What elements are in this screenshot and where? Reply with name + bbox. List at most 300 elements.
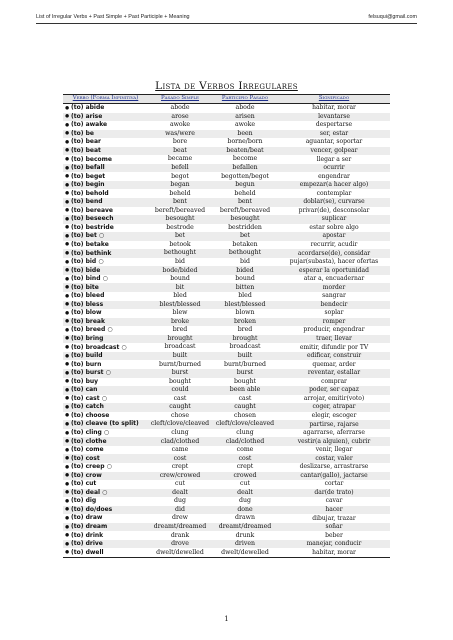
past-participle-cell: burst (212, 369, 278, 378)
verb-cell (63, 463, 148, 472)
meaning-cell: sangrar (278, 292, 390, 301)
bullet-icon: ● (65, 131, 70, 137)
table-row (63, 548, 390, 557)
verb-text: (to) cost (71, 454, 100, 462)
past-simple-cell: bode/bided (148, 266, 212, 275)
meaning-cell: estar sobre algo (278, 224, 390, 233)
table-row (63, 147, 390, 156)
verb-text: (to) burst ○ (71, 369, 111, 377)
table-row (63, 523, 390, 532)
verb-cell (63, 446, 148, 455)
meaning-cell: contemplar (278, 189, 390, 198)
verb-text: (to) dwell (71, 548, 104, 556)
table-row (63, 378, 390, 387)
past-participle-cell: bent (212, 198, 278, 207)
past-participle-cell: bought (212, 378, 278, 387)
header-left-text: List of Irregular Verbs + Past Simple + Past Participle + Meaning (36, 14, 190, 20)
table-row (63, 463, 390, 472)
past-simple-cell: befell (148, 164, 212, 173)
meaning-cell: privar(de), desconsolar (278, 207, 390, 216)
past-participle-cell: cast (212, 395, 278, 404)
bullet-icon: ● (65, 157, 70, 162)
bullet-icon: ● (65, 114, 70, 120)
verb-cell (63, 292, 148, 301)
verb-cell (63, 514, 148, 523)
past-simple-cell: chose (148, 412, 212, 421)
table-row (63, 172, 390, 181)
meaning-cell: vencer, golpear (278, 147, 390, 156)
meaning-cell: agarrarse, aferrarse (278, 429, 390, 438)
past-participle-cell: done (212, 506, 278, 515)
meaning-cell: recurrir, acudir (278, 241, 390, 250)
table-row (63, 241, 390, 250)
bullet-icon: ● (65, 456, 70, 462)
column-header-past-simple: Pasado Simple (148, 95, 212, 104)
bullet-icon: ● (65, 148, 70, 154)
bullet-icon: ● (65, 524, 70, 530)
verb-cell (63, 429, 148, 438)
table-row (63, 429, 390, 438)
bullet-icon: ● (65, 276, 70, 282)
past-participle-cell: built (212, 352, 278, 361)
bullet-icon: ● (65, 447, 70, 453)
past-simple-cell: bit (148, 283, 212, 292)
verb-text: (to) betake (71, 240, 109, 248)
past-participle-cell: arisen (212, 113, 278, 122)
verb-text: (to) bid ○ (71, 258, 104, 266)
past-participle-cell: been (212, 130, 278, 139)
past-participle-cell: burnt/burned (212, 360, 278, 369)
verb-text: (to) arise (71, 112, 103, 120)
table-row (63, 189, 390, 198)
past-simple-cell: bred (148, 326, 212, 335)
verb-cell (63, 198, 148, 207)
past-participle-cell: bid (212, 258, 278, 267)
table-row (63, 266, 390, 275)
meaning-cell: ser, estar (278, 130, 390, 139)
verb-text: (to) blow (71, 309, 102, 317)
past-simple-cell: came (148, 446, 212, 455)
verb-text: (to) can (71, 386, 98, 394)
verb-cell (63, 352, 148, 361)
past-simple-cell: bound (148, 275, 212, 284)
bullet-icon: ● (65, 515, 70, 521)
table-row (63, 446, 390, 455)
past-participle-cell: broken (212, 318, 278, 327)
running-header (36, 14, 417, 22)
table-row (63, 531, 390, 540)
bullet-icon: ● (65, 285, 70, 291)
bullet-icon: ● (65, 191, 70, 197)
verb-cell (63, 241, 148, 250)
verb-cell (63, 258, 148, 267)
table-row (63, 420, 390, 429)
irregular-verbs-table (63, 94, 390, 558)
verb-text: (to) buy (71, 377, 99, 385)
header-email: felsuqui@gmail.com (368, 14, 417, 20)
past-participle-cell: driven (212, 540, 278, 549)
verb-text: (to) beseech (71, 215, 114, 223)
past-participle-cell: drunk (212, 531, 278, 540)
past-simple-cell: beat (148, 147, 212, 156)
table-row (63, 207, 390, 216)
verb-cell (63, 318, 148, 327)
past-simple-cell: was/were (148, 130, 212, 139)
past-simple-cell: bid (148, 258, 212, 267)
past-simple-cell: bent (148, 198, 212, 207)
table-row (63, 309, 390, 318)
bullet-icon: ● (65, 293, 70, 299)
past-participle-cell: brought (212, 335, 278, 344)
past-participle-cell: bereft/bereaved (212, 207, 278, 216)
meaning-cell: cantar(gallo), jactarse (278, 472, 390, 481)
table-row (63, 283, 390, 292)
verb-cell (63, 283, 148, 292)
past-simple-cell: clad/clothed (148, 437, 212, 446)
meaning-cell: vestir(a alguien), cubrir (278, 437, 390, 446)
verb-cell (63, 386, 148, 395)
past-simple-cell: bestrode (148, 224, 212, 233)
past-simple-cell: burnt/burned (148, 360, 212, 369)
bullet-icon: ● (65, 541, 70, 547)
bullet-icon: ● (65, 302, 70, 308)
page-number: 1 (224, 615, 229, 623)
verb-cell (63, 454, 148, 463)
bullet-icon: ● (65, 353, 70, 359)
meaning-cell: hacer (278, 506, 390, 515)
verb-text: (to) bide (71, 266, 101, 274)
meaning-cell: soñar (278, 523, 390, 532)
table-row (63, 275, 390, 284)
meaning-cell: costar, valer (278, 454, 390, 463)
past-simple-cell: cleft/clove/cleaved (148, 420, 212, 429)
past-simple-cell: became (148, 155, 212, 164)
bullet-icon: ● (65, 473, 70, 479)
table-row (63, 489, 390, 498)
page-title: Lista de Verbos Irregulares (155, 80, 298, 92)
table-row (63, 403, 390, 412)
meaning-cell: elegir, escoger (278, 412, 390, 421)
meaning-cell: comprar (278, 378, 390, 387)
table-row (63, 104, 390, 113)
past-participle-cell: broadcast (212, 343, 278, 352)
verb-text: (to) crow (71, 471, 102, 479)
verb-text: (to) bereave (71, 206, 114, 214)
meaning-cell: empezar(a hacer algo) (278, 181, 390, 190)
past-participle-cell: befallen (212, 164, 278, 173)
past-simple-cell: blew (148, 309, 212, 318)
header-rule (36, 23, 417, 24)
verb-cell (63, 215, 148, 224)
verb-text: (to) choose (71, 411, 110, 419)
verb-cell (63, 189, 148, 198)
meaning-cell: venir, llegar (278, 446, 390, 455)
bullet-icon: ● (65, 421, 70, 427)
verb-text: (to) bless (71, 300, 104, 308)
past-simple-cell: crew/crowed (148, 472, 212, 481)
past-participle-cell: besought (212, 215, 278, 224)
meaning-cell: soplar (278, 309, 390, 318)
past-participle-cell: crept (212, 463, 278, 472)
bullet-icon: ● (65, 430, 70, 436)
table-row (63, 352, 390, 361)
meaning-cell: dibujar, trazar (278, 514, 390, 523)
past-participle-cell: begotten/begot (212, 172, 278, 181)
column-header-meaning: Significado (278, 95, 390, 104)
verb-text: (to) bind ○ (71, 275, 108, 283)
meaning-cell: dar(de trato) (278, 489, 390, 498)
table-row (63, 506, 390, 515)
past-participle-cell: chosen (212, 412, 278, 421)
meaning-cell: partirse, rajarse (278, 420, 390, 429)
verb-cell (63, 207, 148, 216)
verb-text: (to) catch (71, 403, 104, 411)
past-simple-cell: broadcast (148, 343, 212, 352)
past-participle-cell: beheld (212, 189, 278, 198)
past-simple-cell: brought (148, 335, 212, 344)
bullet-icon: ● (65, 208, 70, 214)
verb-text: (to) befall (71, 164, 105, 172)
verb-cell (63, 172, 148, 181)
verb-cell (63, 130, 148, 139)
verb-text: (to) deal ○ (71, 488, 108, 496)
past-participle-cell: bided (212, 266, 278, 275)
meaning-cell: levantarse (278, 113, 390, 122)
bullet-icon: ● (65, 336, 70, 342)
past-simple-cell: bet (148, 232, 212, 241)
bullet-icon: ● (65, 533, 70, 539)
verb-cell (63, 378, 148, 387)
column-header-verb: Verbo (Forma Infinitiva) (63, 95, 148, 104)
past-simple-cell: cut (148, 480, 212, 489)
verb-cell (63, 155, 148, 164)
past-simple-cell: broke (148, 318, 212, 327)
verb-cell (63, 335, 148, 344)
table-row (63, 258, 390, 267)
verb-cell (63, 506, 148, 515)
past-participle-cell: dreamt/dreamed (212, 523, 278, 532)
bullet-icon: ● (65, 268, 70, 274)
bullet-icon: ● (65, 396, 70, 402)
meaning-cell: reventar, estallar (278, 369, 390, 378)
bullet-icon: ● (65, 174, 70, 180)
bullet-icon: ● (65, 404, 70, 410)
verb-text: (to) bite (71, 283, 99, 291)
past-participle-cell: dealt (212, 489, 278, 498)
verb-text: (to) broadcast ○ (71, 343, 127, 351)
verb-cell (63, 412, 148, 421)
bullet-icon: ● (65, 105, 70, 111)
past-simple-cell: built (148, 352, 212, 361)
bullet-icon: ● (65, 362, 70, 368)
verb-text: (to) bestride (71, 223, 114, 231)
verb-text: (to) beat (71, 146, 101, 154)
bullet-icon: ● (65, 498, 70, 504)
verb-cell (63, 540, 148, 549)
bullet-icon: ● (65, 310, 70, 316)
table-row (63, 343, 390, 352)
past-participle-cell: awoke (212, 121, 278, 130)
bullet-icon: ● (65, 507, 70, 513)
bullet-icon: ● (65, 481, 70, 487)
table-row (63, 232, 390, 241)
table-row (63, 318, 390, 327)
bullet-icon: ● (65, 216, 70, 222)
verb-cell (63, 343, 148, 352)
verb-cell (63, 275, 148, 284)
verb-text: (to) bring (71, 334, 104, 342)
past-simple-cell: bought (148, 378, 212, 387)
meaning-cell: aguantar, soportar (278, 138, 390, 147)
verb-cell (63, 420, 148, 429)
past-participle-cell: bitten (212, 283, 278, 292)
table-row (63, 412, 390, 421)
verb-text: (to) cut (71, 480, 97, 488)
table-row (63, 437, 390, 446)
past-participle-cell: blest/blessed (212, 301, 278, 310)
past-simple-cell: betook (148, 241, 212, 250)
table-row (63, 540, 390, 549)
bullet-icon: ● (65, 233, 70, 239)
meaning-cell: ocurrir (278, 164, 390, 173)
verb-text: (to) begin (71, 181, 105, 189)
meaning-cell: despertarse (278, 121, 390, 130)
verb-cell (63, 395, 148, 404)
past-simple-cell: arose (148, 113, 212, 122)
meaning-cell: producir, engendrar (278, 326, 390, 335)
past-participle-cell: bestridden (212, 224, 278, 233)
bullet-icon: ● (65, 251, 70, 257)
table-row (63, 249, 390, 258)
bullet-icon: ● (65, 242, 70, 248)
table-row (63, 292, 390, 301)
verb-cell (63, 113, 148, 122)
past-simple-cell: drew (148, 514, 212, 523)
verb-text: (to) build (71, 352, 103, 360)
past-simple-cell: crept (148, 463, 212, 472)
table-row (63, 138, 390, 147)
verb-text: (to) breed ○ (71, 326, 113, 334)
past-participle-cell: abode (212, 104, 278, 113)
meaning-cell: edificar, construir (278, 352, 390, 361)
meaning-cell: romper (278, 318, 390, 327)
past-simple-cell: dreamt/dreamed (148, 523, 212, 532)
verb-text: (to) bend (71, 198, 103, 206)
table-row (63, 480, 390, 489)
table-row (63, 395, 390, 404)
meaning-cell: beber (278, 531, 390, 540)
past-participle-cell: betaken (212, 241, 278, 250)
verb-cell (63, 369, 148, 378)
meaning-cell: quemar, arder (278, 360, 390, 369)
verb-cell (63, 224, 148, 233)
bullet-icon: ● (65, 327, 70, 333)
past-participle-cell: come (212, 446, 278, 455)
past-participle-cell: dug (212, 497, 278, 506)
table-row (63, 335, 390, 344)
bullet-icon: ● (65, 199, 70, 205)
verb-text: (to) bethink (71, 249, 112, 257)
past-participle-cell: bet (212, 232, 278, 241)
table-row (63, 164, 390, 173)
meaning-cell: manejar, conducir (278, 540, 390, 549)
table-row (63, 360, 390, 369)
meaning-cell: suplicar (278, 215, 390, 224)
bullet-icon: ● (65, 550, 70, 556)
meaning-cell: cavar (278, 497, 390, 506)
past-simple-cell: bled (148, 292, 212, 301)
verb-cell (63, 104, 148, 113)
past-simple-cell: cast (148, 395, 212, 404)
past-simple-cell: beheld (148, 189, 212, 198)
bullet-icon: ● (65, 439, 70, 445)
meaning-cell: bendecir (278, 301, 390, 310)
verb-cell (63, 360, 148, 369)
past-participle-cell: cost (212, 454, 278, 463)
verb-text: (to) beget (71, 172, 106, 180)
past-simple-cell: dealt (148, 489, 212, 498)
verb-text: (to) drink (71, 531, 104, 539)
verb-text: (to) creep ○ (71, 463, 112, 471)
table-row (63, 121, 390, 130)
meaning-cell: engendrar (278, 172, 390, 181)
verb-cell (63, 403, 148, 412)
column-header-past-participle: Participio Pasado (212, 95, 278, 104)
meaning-cell: poder, ser capaz (278, 386, 390, 395)
bullet-icon: ● (65, 387, 70, 393)
past-simple-cell: cost (148, 454, 212, 463)
verb-cell (63, 326, 148, 335)
meaning-cell: emitir, difundir por TV (278, 343, 390, 352)
bullet-icon: ● (65, 379, 70, 385)
meaning-cell: atar a, encuadernar (278, 275, 390, 284)
verb-text: (to) do/does (71, 505, 113, 513)
verb-cell (63, 301, 148, 310)
table-row (63, 113, 390, 122)
table-row (63, 369, 390, 378)
verb-text: (to) draw (71, 514, 103, 522)
past-participle-cell: become (212, 155, 278, 164)
past-simple-cell: began (148, 181, 212, 190)
bullet-icon: ● (65, 345, 70, 351)
verb-cell (63, 480, 148, 489)
table-row (63, 326, 390, 335)
verb-text: (to) bet ○ (71, 232, 105, 240)
bullet-icon: ● (65, 225, 70, 231)
verb-cell (63, 437, 148, 446)
table-row (63, 181, 390, 190)
past-simple-cell: bereft/bereaved (148, 207, 212, 216)
meaning-cell: llegar a ser (278, 155, 390, 164)
past-participle-cell: been able (212, 386, 278, 395)
past-simple-cell: burst (148, 369, 212, 378)
verb-text: (to) drive (71, 540, 103, 548)
verb-cell (63, 523, 148, 532)
verb-cell (63, 472, 148, 481)
past-simple-cell: bethought (148, 249, 212, 258)
verb-text: (to) abide (71, 104, 105, 112)
meaning-cell: habitar, morar (278, 104, 390, 113)
past-simple-cell: drove (148, 540, 212, 549)
meaning-cell: doblar(se), curvarse (278, 198, 390, 207)
past-participle-cell: clung (212, 429, 278, 438)
table-row (63, 130, 390, 139)
verb-cell (63, 497, 148, 506)
verb-cell (63, 121, 148, 130)
table-row (63, 497, 390, 506)
verb-text: (to) break (71, 317, 105, 325)
bullet-icon: ● (65, 259, 70, 265)
